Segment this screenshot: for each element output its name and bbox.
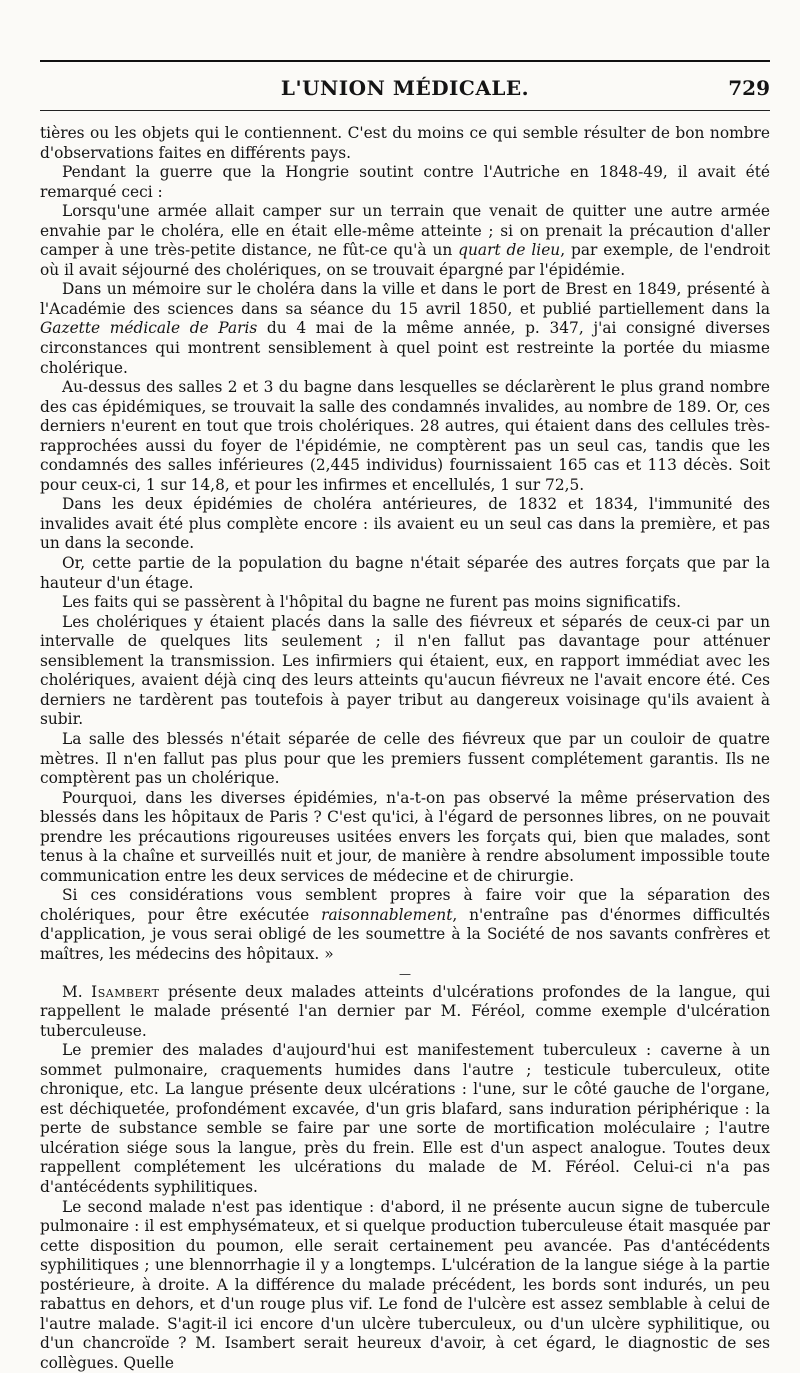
running-title: L'UNION MÉDICALE. xyxy=(280,76,530,100)
article-body xyxy=(40,124,770,1373)
paragraph: Le premier des malades d'aujourd'hui est manifestement tuberculeux : caverne à un sommet pulmonaire, craquements humides dans l'autre ; testicule tuberculeux, otite chronique, etc. La langue présente deux ulcérations : l'une, sur le côté gauche de l'organe, est déchiquetée, profondément excavée, d'un gris blafard, sans induration périphérique : la perte de substance semble se faire par une sorte de mortification moléculaire ; l'autre ulcération siége sous la langue, près du frein. Elle est d'un aspect analogue. Toutes deux rappellent complétement les ulcérations du malade de M. Féréol. Celui-ci n'a pas d'antécédents syphilitiques. xyxy=(40,1041,770,1196)
paragraph: Les faits qui se passèrent à l'hôpital du bagne ne furent pas moins significatifs. xyxy=(62,593,681,612)
paragraph: Le second malade n'est pas identique : d'abord, il ne présente aucun signe de tubercule pulmonaire : il est emphysémateux, et si quelque production tuberculeuse était masquée par cette disposition du poumon, elle serait certainement peu avancée. Pas d'antécédents syphilitiques ; une blennorrhagie il y a longtemps. L'ulcération de la langue siége à la partie postérieure, à droite. A la différence du malade précédent, les bords sont indurés, un peu rabattus en dehors, et d'un rouge plus vif. Le fond de l'ulcère est assez semblable à celui de l'autre malade. S'agit-il ici encore d'un ulcère tuberculeux, ou d'un ulcère syphilitique, ou d'un chancroïde ? M. Isambert serait heureux d'avoir, à cet égard, le diagnostic de ses collègues. Quelle xyxy=(40,1197,770,1372)
journal-title: Gazette médicale de Paris xyxy=(40,319,258,338)
paragraph: Or, cette partie de la population du bagne n'était séparée des autres forçats que par la hauteur d'un étage. xyxy=(40,554,770,592)
paragraph: La salle des blessés n'était séparée de celle des fiévreux que par un couloir de quatre mètres. Il n'en fallut pas plus pour que les premiers fussent complétement garantis. Ils ne comptèrent pas un cholérique. xyxy=(40,729,770,788)
paragraph: tières ou les objets qui le contiennent. C'est du moins ce qui semble résulter de bon nombre d'observations faites en différents pays. xyxy=(40,124,770,162)
paragraph: Si ces considérations vous semblent propres à faire voir que la séparation des cholériques, pour être exécutée raisonnablement, n'entraîne pas d'énormes difficultés d'application, je vous serai obligé de les soumettre à la Société de nos savants confrères et maîtres, les médecins des hôpitaux. » xyxy=(40,886,770,963)
page-number: 729 xyxy=(728,76,770,100)
paragraph: Pendant la guerre que la Hongrie soutint contre l'Autriche en 1848-49, il avait été remarqué ceci : xyxy=(40,163,770,201)
speaker-name: Isambert xyxy=(91,982,160,1001)
top-rule xyxy=(40,60,770,62)
italic-word: raisonnablement xyxy=(321,905,453,924)
paragraph: Dans un mémoire sur le choléra dans la ville et dans le port de Brest en 1849, présenté à l'Académie des sciences dans sa séance du 15 avril 1850, et publié partiellement dans la Gazette médicale de Paris du 4 mai de la même année, p. 347, j'ai consigné diverses circonstances qui montrent sensiblement à quel point est restreinte la portée du miasme cholérique. xyxy=(40,280,770,377)
paragraph: Les cholériques y étaient placés dans la salle des fiévreux et séparés de ceux-ci par un intervalle de quelques lits seulement ; il n'en fallut pas davantage pour atténuer sensiblement la transmission. Les infirmiers qui étaient, eux, en rapport immédiat avec les cholériques, avaient déjà cinq des leurs atteints qu'aucun fiévreux ne l'avait encore été. Ces derniers ne tardèrent pas toutefois à payer tribut au dangereux voisinage qu'ils avaient à subir. xyxy=(40,612,770,729)
section-separator: — xyxy=(399,966,411,981)
italic-phrase: quart de lieu xyxy=(458,241,561,260)
paragraph: Pourquoi, dans les diverses épidémies, n'a-t-on pas observé la même préservation des blessés dans les hôpitaux de Paris ? C'est qu'ici, à l'égard de personnes libres, on ne pouvait prendre les précautions rigoureuses usitées envers les forçats qui, bien que malades, sont tenus à la chaîne et surveillés nuit et jour, de manière à rendre absolument impossible toute communication entre les deux services de médecine et de chirurgie. xyxy=(40,788,770,885)
paragraph-isambert: M. Isambert présente deux malades atteints d'ulcérations profondes de la langue, qui rappellent le malade présenté l'an dernier par M. Féréol, comme exemple d'ulcération tuberculeuse. xyxy=(40,982,770,1040)
paragraph: Dans les deux épidémies de choléra antérieures, de 1832 et 1834, l'immunité des invalides avait été plus complète encore : ils avaient eu un seul cas dans la première, et pas un dans la seconde. xyxy=(40,495,770,553)
paragraph: Lorsqu'une armée allait camper sur un terrain que venait de quitter une autre armée envahie par le choléra, elle en était elle-même atteinte ; si on prenait la précaution d'aller camper à une très-petite distance, ne fût-ce qu'à un quart de lieu, par exemple, de l'endroit où il avait séjourné des cholériques, on se trouvait épargné par l'épidémie. xyxy=(40,202,771,279)
header-rule xyxy=(40,110,770,111)
page-header xyxy=(40,76,770,110)
paragraph: Au-dessus des salles 2 et 3 du bagne dans lesquelles se déclarèrent le plus grand nombre des cas épidémiques, se trouvait la salle des condamnés invalides, au nombre de 189. Or, ces derniers n'eurent en tout que trois cholériques. 28 autres, qui étaient dans des cellules très-rapprochées aussi du foyer de l'épidémie, ne comptèrent pas un seul cas, tandis que les condamnés des salles inférieures (2,445 individus) fournissaient 165 cas et 113 décès. Soit pour ceux-ci, 1 sur 14,8, et pour les infirmes et encellulés, 1 sur 72,5. xyxy=(40,378,770,494)
